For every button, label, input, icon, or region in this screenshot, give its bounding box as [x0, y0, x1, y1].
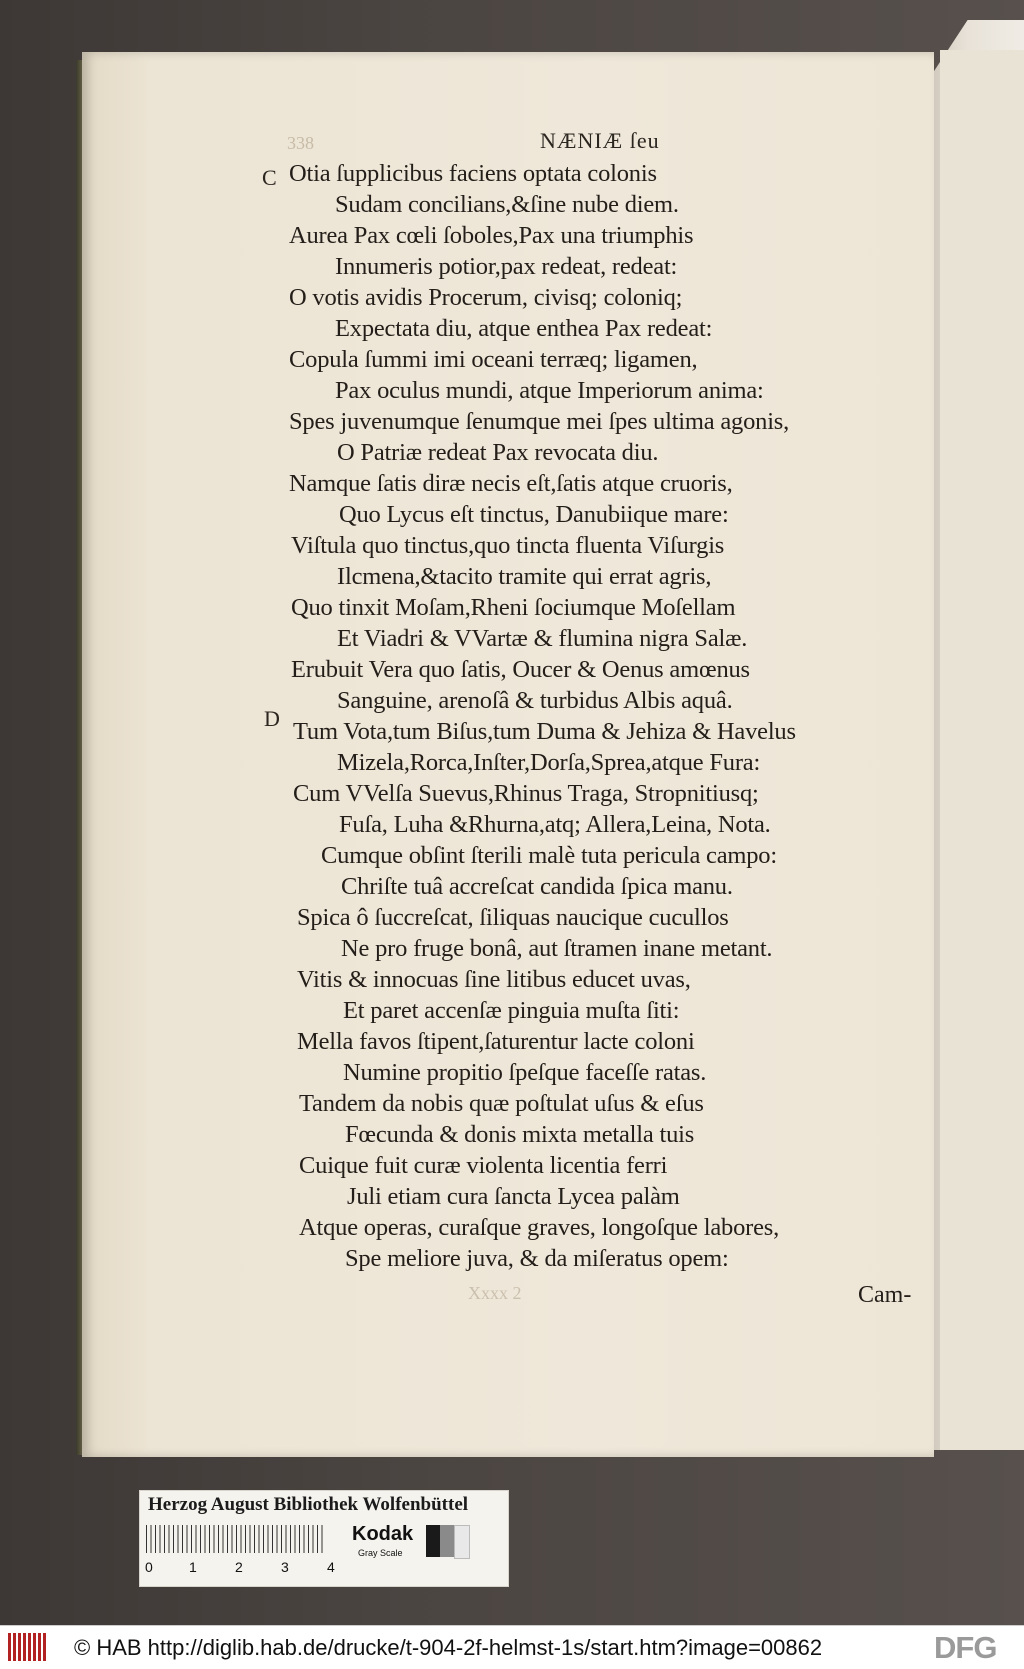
poem-line: Fuſa, Luha &Rhurna,atq; Allera,Leina, Nota. — [339, 811, 771, 838]
poem-line: Spe meliore juva, & da miſeratus opem: — [345, 1245, 729, 1272]
ruler-numbers — [145, 1559, 345, 1579]
ruler-number: 0 — [145, 1559, 153, 1575]
poem-line: Viſtula quo tinctus,quo tincta fluenta Viſurgis — [291, 532, 725, 559]
poem-line: Juli etiam cura ſancta Lycea palàm — [347, 1183, 680, 1210]
ruler-number: 1 — [189, 1559, 197, 1575]
margin-letter-c: C — [262, 165, 277, 190]
kodak-subtitle: Gray Scale — [358, 1548, 403, 1558]
poem-line: Tum Vota,tum Biſus,tum Duma & Jehiza & Havelus — [293, 718, 796, 745]
poem-line: Ilcmena,&tacito tramite qui errat agris, — [337, 563, 712, 590]
ruler-number: 4 — [327, 1559, 335, 1575]
poem-line: Expectata diu, atque enthea Pax redeat: — [335, 315, 713, 342]
poem-line: Atque operas, curaſque graves, longoſque labores, — [299, 1214, 780, 1241]
poem-line: Innumeris potior,pax redeat, redeat: — [335, 253, 678, 280]
poem-line: Et Viadri & VVartæ & flumina nigra Salæ. — [337, 625, 748, 652]
poem-line: Chriſte tuâ accreſcat candida ſpica manu. — [341, 873, 733, 900]
poem-line: Ne pro fruge bonâ, aut ſtramen inane metant. — [341, 935, 773, 962]
poem-line: Sudam concilians,&ſine nube diem. — [335, 191, 679, 218]
poem-line: Numine propitio ſpeſque faceſſe ratas. — [343, 1059, 707, 1086]
gray-patch-black — [426, 1525, 440, 1557]
poem-line: Quo Lycus eſt tinctus, Danubiique mare: — [339, 501, 729, 528]
institution-label: Herzog August Bibliothek Wolfenbüttel — [148, 1494, 469, 1515]
poem-line: O votis avidis Procerum, civisq; coloniq; — [289, 284, 683, 311]
catchword: Cam- — [858, 1282, 912, 1308]
poem-line: Sanguine, arenoſâ & turbidus Albis aquâ. — [337, 687, 733, 714]
poem-line: Namque ſatis diræ necis eſt,ſatis atque cruoris, — [289, 470, 733, 497]
poem-line: Cuique fuit curæ violenta licentia ferri — [299, 1152, 668, 1179]
poem-line: Quo tinxit Moſam,Rheni ſociumque Moſellam — [291, 594, 736, 621]
ruler-number: 3 — [281, 1559, 289, 1575]
poem-line: Cum VVelſa Suevus,Rhinus Traga, Stropnitiusq; — [293, 780, 759, 807]
poem-line: Et paret accenſæ pinguia muſta ſiti: — [343, 997, 680, 1024]
poem-line: Aurea Pax cœli ſoboles,Pax una triumphis — [289, 222, 694, 249]
poem-line: Mella favos ſtipent,ſaturentur lacte coloni — [297, 1028, 695, 1055]
ruler-scale — [146, 1525, 326, 1553]
poem-line: O Patriæ redeat Pax revocata diu. — [337, 439, 659, 466]
poem-line: Spica ô ſuccreſcat, ſiliquas naucique cucullos — [297, 904, 729, 931]
footer-copyright-link[interactable]: © HAB http://diglib.hab.de/drucke/t-904-2f-helmst-1s/start.htm?image=00862 — [74, 1635, 823, 1660]
signature-mark: Xxxx 2 — [468, 1283, 522, 1303]
poem-line: Spes juvenumque ſenumque mei ſpes ultima agonis, — [289, 408, 790, 435]
ruler-number: 2 — [235, 1559, 243, 1575]
kodak-logo: Kodak — [352, 1523, 414, 1545]
poem-line: Cumque obſint ſterili malè tuta pericula campo: — [321, 842, 777, 869]
page-number: 338 — [287, 133, 314, 153]
hab-logo-icon — [8, 1633, 48, 1661]
gray-patch-white — [454, 1525, 470, 1559]
color-reference-card — [139, 1490, 509, 1587]
running-head: NÆNIÆ ſeu — [540, 128, 660, 153]
margin-letter-d: D — [264, 706, 280, 731]
gray-patch-mid — [440, 1525, 454, 1557]
poem-line: Vitis & innocuas ſine litibus educet uvas, — [297, 966, 691, 993]
poem-line: Pax oculus mundi, atque Imperiorum anima: — [335, 377, 764, 404]
poem-line: Copula ſummi imi oceani terræq; ligamen, — [289, 346, 698, 373]
poem-line: Erubuit Vera quo ſatis, Oucer & Oenus amœnus — [291, 656, 750, 683]
poem-line: Tandem da nobis quæ poſtulat uſus & eſus — [299, 1090, 704, 1117]
footer-bar — [0, 1625, 1024, 1669]
poem-line: Fœcunda & donis mixta metalla tuis — [345, 1121, 695, 1148]
poem-line: Otia ſupplicibus faciens optata colonis — [289, 160, 657, 187]
dfg-logo: DFG — [934, 1630, 997, 1665]
poem-line: Mizela,Rorca,Inſter,Dorſa,Sprea,atque Fura: — [337, 749, 761, 776]
